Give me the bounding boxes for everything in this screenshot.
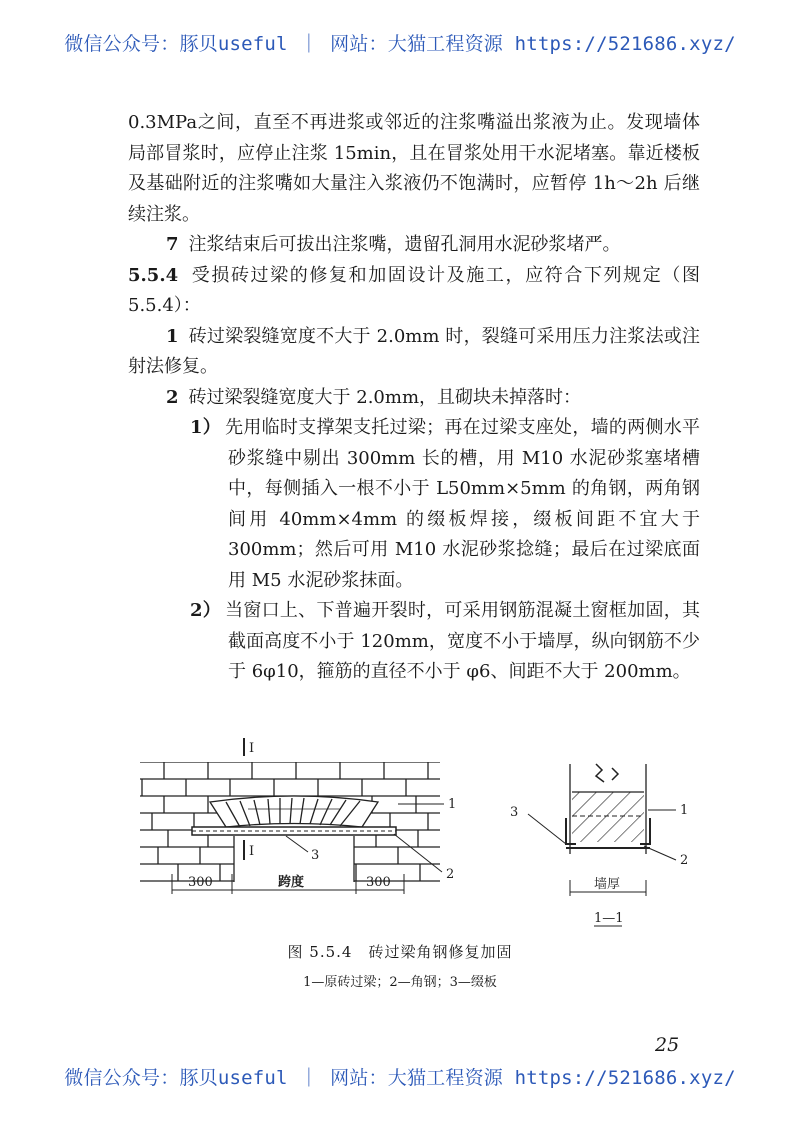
section-mark-top: Ⅰ: [249, 741, 255, 756]
dim-span: 跨度: [278, 875, 305, 890]
item-2: [128, 383, 700, 414]
section-text: 受损砖过梁的修复和加固设计及施工，应符合下列规定（图 5.5.4）：: [128, 264, 700, 316]
elevation-view: [140, 738, 444, 894]
page-number: 25: [655, 1034, 680, 1056]
item-number: 2: [166, 386, 179, 408]
subitem-number: 1）: [190, 417, 222, 438]
section-view: [528, 764, 676, 926]
subitem-1: [128, 413, 700, 596]
callout-3: 3: [311, 848, 320, 863]
subitem-2: [128, 596, 700, 688]
figure-5-5-4: [128, 734, 700, 934]
section-mark-bottom: Ⅰ: [249, 844, 255, 859]
section-title: 1—1: [594, 911, 624, 926]
item-text: 砖过梁裂缝宽度不大于 2.0mm 时，裂缝可采用压力注浆法或注射法修复。: [128, 325, 700, 377]
watermark-top: 微信公众号：豚贝useful ｜ 网站：大猫工程资源 https://521686.xyz/: [64, 33, 736, 55]
wall-thickness-label: 墙厚: [594, 877, 621, 892]
item-1: [128, 322, 700, 383]
subitem-text: 先用临时支撑架支托过梁；再在过梁支座处，墙的两侧水平砂浆缝中剔出 300mm 长的槽，用 M10 水泥砂浆塞堵槽中，每侧插入一根不小于 L50mm×5mm 的角钢，两角钢间用 40mm×4mm 的缀板焊接，缀板间距不宜大于 300mm；然后可用 M10 水泥砂浆捻缝；最后在过梁底面用 M5 水泥砂浆抹面。: [225, 417, 700, 591]
section-number: 5.5.4: [128, 264, 179, 286]
watermark-bottom: 微信公众号：豚贝useful ｜ 网站：大猫工程资源 https://521686.xyz/: [64, 1067, 736, 1089]
section-callout-3: 3: [510, 805, 519, 820]
section-callout-1: 1: [680, 803, 689, 818]
item-text: 砖过梁裂缝宽度大于 2.0mm，且砌块未掉落时：: [188, 386, 582, 408]
figure-caption: 图 5.5.4 砖过梁角钢修复加固: [287, 943, 513, 961]
item-text: 注浆结束后可拔出注浆嘴，遗留孔洞用水泥砂浆堵严。: [188, 234, 621, 255]
item-number: 7: [166, 234, 179, 255]
body-text: [128, 108, 700, 688]
subitem-number: 2）: [190, 600, 222, 621]
callout-1: 1: [448, 797, 457, 812]
paragraph-continuation: 0.3MPa之间，直至不再进浆或邻近的注浆嘴溢出浆液为止。发现墙体局部冒浆时，应停止注浆 15min，且在冒浆处用干水泥堵塞。靠近楼板及基础附近的注浆嘴如大量注入浆液仍不饱满时，应暂停 1h～2h 后继续注浆。: [128, 112, 700, 225]
dim-right: 300: [366, 875, 391, 890]
callout-2: 2: [446, 867, 455, 882]
item-7: [128, 230, 700, 261]
section-callout-2: 2: [680, 853, 689, 868]
dim-left: 300: [188, 875, 213, 890]
section-5-5-4: [128, 261, 700, 322]
figure-drawing: [128, 734, 700, 934]
item-number: 1: [166, 325, 179, 347]
figure-legend: 1—原砖过梁；2—角钢；3—缀板: [303, 975, 497, 990]
subitem-text: 当窗口上、下普遍开裂时，可采用钢筋混凝土窗框加固，其截面高度不小于 120mm，宽度不小于墙厚，纵向钢筋不少于 6φ10，箍筋的直径不小于 φ6、间距不大于 200mm。: [225, 600, 700, 682]
